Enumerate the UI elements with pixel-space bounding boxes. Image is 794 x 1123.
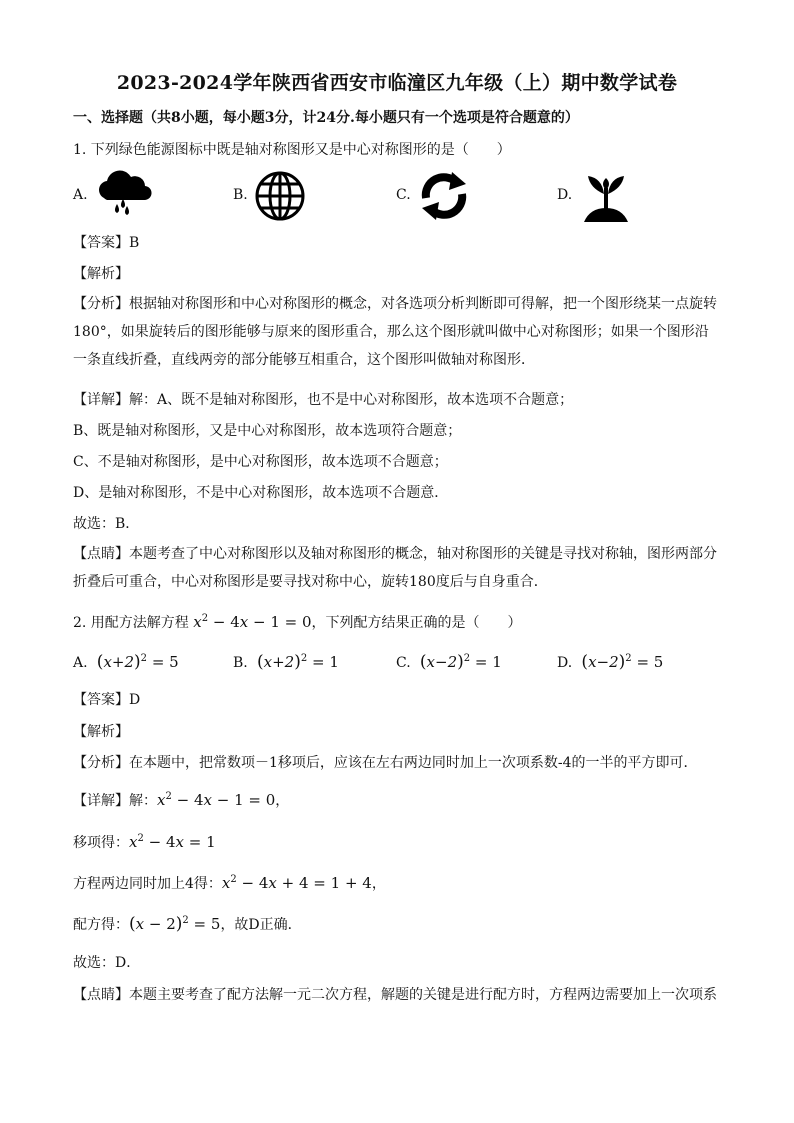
q1-option-d-label: D.	[557, 187, 573, 203]
question-2-stem: 2. 用配方法解方程 $x^2 - 4x - 1 = 0$，下列配方结果正确的是（ ）	[73, 613, 522, 631]
q2-move-step: 移项得：$x^2 - 4x = 1$	[73, 833, 216, 851]
q2-fenxi: 【分析】在本题中，把常数项－1移项后，应该在左右两边同时加上一次项系数-4的一半的平方即可．	[73, 755, 698, 771]
q1-detail-d: D、是轴对称图形，不是中心对称图形，故本选项不合题意．	[73, 485, 449, 501]
q2-option-b: B. $(x+2)^2 = 1$	[233, 652, 339, 672]
q1-option-a-label: A.	[73, 187, 88, 203]
q2-add-step: 方程两边同时加上4得：$x^2 - 4x + 4 = 1 + 4$，	[73, 874, 386, 892]
q2-complete-step: 配方得：$(x - 2)^2 = 5$，故D正确．	[73, 914, 302, 934]
q2-option-d: D. $(x-2)^2 = 5$	[557, 652, 664, 672]
q1-choose: 故选：B．	[73, 516, 140, 532]
q1-option-c-label: C.	[396, 187, 411, 203]
q1-comment: 【点睛】本题考查了中心对称图形以及轴对称图形的概念，轴对称图形的关键是寻找对称轴，图形两部分折叠后可重合，中心对称图形是要寻找对称中心，旋转180度后与自身重合．	[73, 546, 717, 590]
q1-answer: 【答案】B	[73, 235, 140, 251]
q1-analysis-heading: 【解析】	[73, 266, 129, 282]
q2-equation: $x^2 - 4x - 1 = 0$	[193, 613, 312, 631]
q1-option-b-label: B.	[233, 187, 248, 203]
q2-option-c: C. $(x-2)^2 = 1$	[396, 652, 502, 672]
q2-answer: 【答案】D	[73, 692, 141, 708]
q2-analysis-heading: 【解析】	[73, 724, 129, 740]
question-1-stem: 1. 下列绿色能源图标中既是轴对称图形又是中心对称图形的是（ ）	[73, 142, 511, 158]
recycle-arrows-icon	[416, 168, 472, 228]
q1-fenxi: 【分析】根据轴对称图形和中心对称图形的概念，对各选项分析判断即可得解，把一个图形绕某一点旋转180°，如果旋转后的图形能够与原来的图形重合，那么这个图形就叫做中心对称图形；如果一个图形沿一条直线折叠，直线两旁的部分能够互相重合，这个图形叫做轴对称图形．	[73, 296, 717, 368]
q2-comment: 【点睛】本题主要考查了配方法解一元二次方程，解题的关键是进行配方时，方程两边需要加上一次项系	[73, 987, 717, 1003]
sprout-icon	[580, 166, 634, 228]
q1-detail-c: C、不是轴对称图形，是中心对称图形，故本选项不合题意；	[73, 454, 448, 470]
q2-option-a: A. $(x+2)^2 = 5$	[73, 652, 179, 672]
page-title: 2023-2024学年陕西省西安市临潼区九年级（上）期中数学试卷	[116, 72, 678, 94]
rain-cloud-icon	[94, 168, 152, 224]
q2-choose: 故选：D．	[73, 955, 141, 971]
section-heading: 一、选择题（共8小题，每小题3分，计24分.每小题只有一个选项是符合题意的）	[73, 110, 579, 126]
q2-detail: 【详解】解：$x^2 - 4x - 1 = 0$，	[73, 791, 290, 809]
q1-detail-b: B、既是轴对称图形，又是中心对称图形，故本选项符合题意；	[73, 423, 462, 439]
globe-icon	[254, 170, 306, 226]
q1-detail-a: 【详解】解：A、既不是轴对称图形，也不是中心对称图形，故本选项不合题意；	[73, 392, 574, 408]
